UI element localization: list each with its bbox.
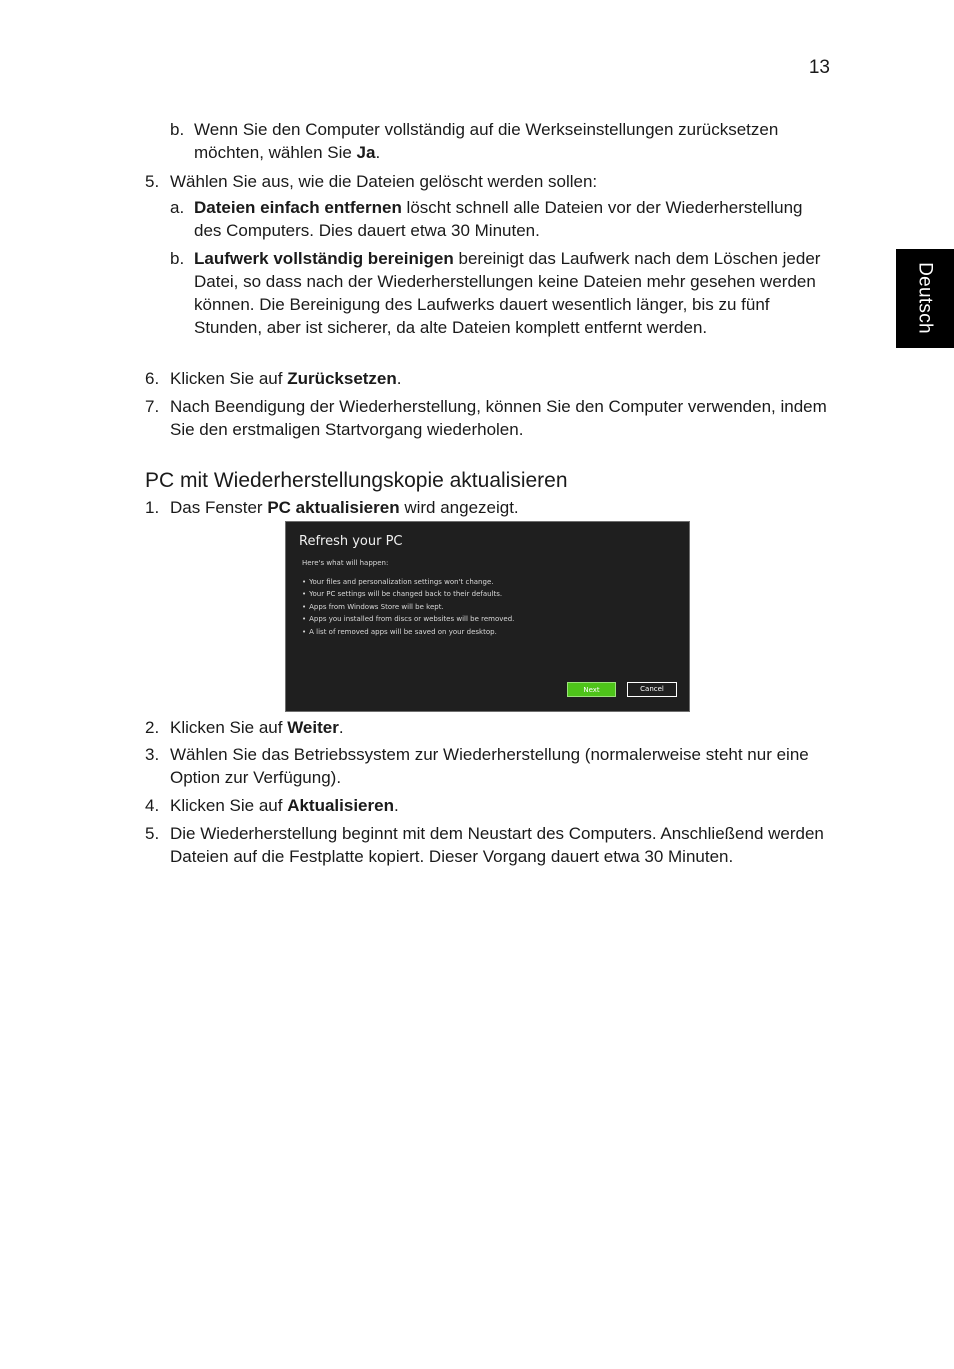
list-marker: 6. xyxy=(145,369,160,388)
language-tab xyxy=(896,249,954,348)
refresh-pc-screenshot xyxy=(285,521,690,712)
emphasis: Aktualisieren xyxy=(287,796,394,815)
dialog-bullet: • Your files and personalization settings won't change. xyxy=(302,576,514,588)
list-item: b. Laufwerk vollständig bereinigen bereinigt das Laufwerk nach dem Löschen jeder Datei, so dass nach der Wiederherstellungen keine Dateien mehr gesehen werden können. Die Bereinigung des Laufwerks dauert wesentlich länger, bis zu fünf Stunden, aber ist sicherer, da alte Dateien komplett entfernt werden. xyxy=(170,249,821,337)
dialog-bullet: • Apps from Windows Store will be kept. xyxy=(302,601,514,613)
list-marker: 1. xyxy=(145,498,160,517)
list-item: 6. Klicken Sie auf Zurücksetzen. xyxy=(145,369,402,388)
list-item: 7. Nach Beendigung der Wiederherstellung, können Sie den Computer verwenden, indem Sie den erstmaligen Startvorgang wiederholen. xyxy=(145,397,827,439)
list-marker: 5. xyxy=(145,172,160,191)
dialog-bullet: • A list of removed apps will be saved on your desktop. xyxy=(302,626,514,638)
list-item: 2. Klicken Sie auf Weiter. xyxy=(145,718,344,737)
list-item: 1. Das Fenster PC aktualisieren wird angezeigt. xyxy=(145,498,519,517)
emphasis: Dateien einfach entfernen xyxy=(194,198,402,217)
section-heading: PC mit Wiederherstellungskopie aktualisieren xyxy=(145,469,568,492)
cancel-button[interactable]: Cancel xyxy=(627,682,677,697)
list-marker: b. xyxy=(170,120,185,139)
emphasis: Laufwerk vollständig bereinigen xyxy=(194,249,454,268)
next-button[interactable]: Next xyxy=(567,682,616,697)
list-item: b. Wenn Sie den Computer vollständig auf die Werkseinstellungen zurücksetzen möchten, wählen Sie Ja. xyxy=(170,120,779,162)
dialog-subtitle: Here's what will happen: xyxy=(302,559,389,567)
list-marker: a. xyxy=(170,198,185,217)
dialog-bullet: • Apps you installed from discs or websites will be removed. xyxy=(302,613,514,625)
dialog-title: Refresh your PC xyxy=(299,534,403,549)
list-item: 4. Klicken Sie auf Aktualisieren. xyxy=(145,796,399,815)
language-tab-label: Deutsch xyxy=(914,262,936,334)
list-marker: 7. xyxy=(145,397,160,416)
dialog-bullet-list xyxy=(302,576,514,638)
emphasis: Zurücksetzen xyxy=(287,369,397,388)
list-item: 3. Wählen Sie das Betriebssystem zur Wiederherstellung (normalerweise steht nur eine Option zur Verfügung). xyxy=(145,745,809,787)
list-marker: 2. xyxy=(145,718,160,737)
list-marker: b. xyxy=(170,249,185,268)
list-marker: 5. xyxy=(145,824,160,843)
emphasis: Ja xyxy=(356,143,376,162)
emphasis: PC aktualisieren xyxy=(267,498,400,517)
page-number: 13 xyxy=(808,57,830,78)
dialog-bullet: • Your PC settings will be changed back to their defaults. xyxy=(302,588,514,600)
emphasis: Weiter xyxy=(287,718,339,737)
list-item: a. Dateien einfach entfernen löscht schnell alle Dateien vor der Wiederherstellung des Computers. Dies dauert etwa 30 Minuten. xyxy=(170,198,803,240)
list-item: 5. Die Wiederherstellung beginnt mit dem Neustart des Computers. Anschließend werden Dateien auf die Festplatte kopiert. Dieser Vorgang dauert etwa 30 Minuten. xyxy=(145,824,824,866)
list-marker: 4. xyxy=(145,796,160,815)
list-marker: 3. xyxy=(145,745,160,764)
list-item: 5. Wählen Sie aus, wie die Dateien gelöscht werden sollen: xyxy=(145,172,598,191)
